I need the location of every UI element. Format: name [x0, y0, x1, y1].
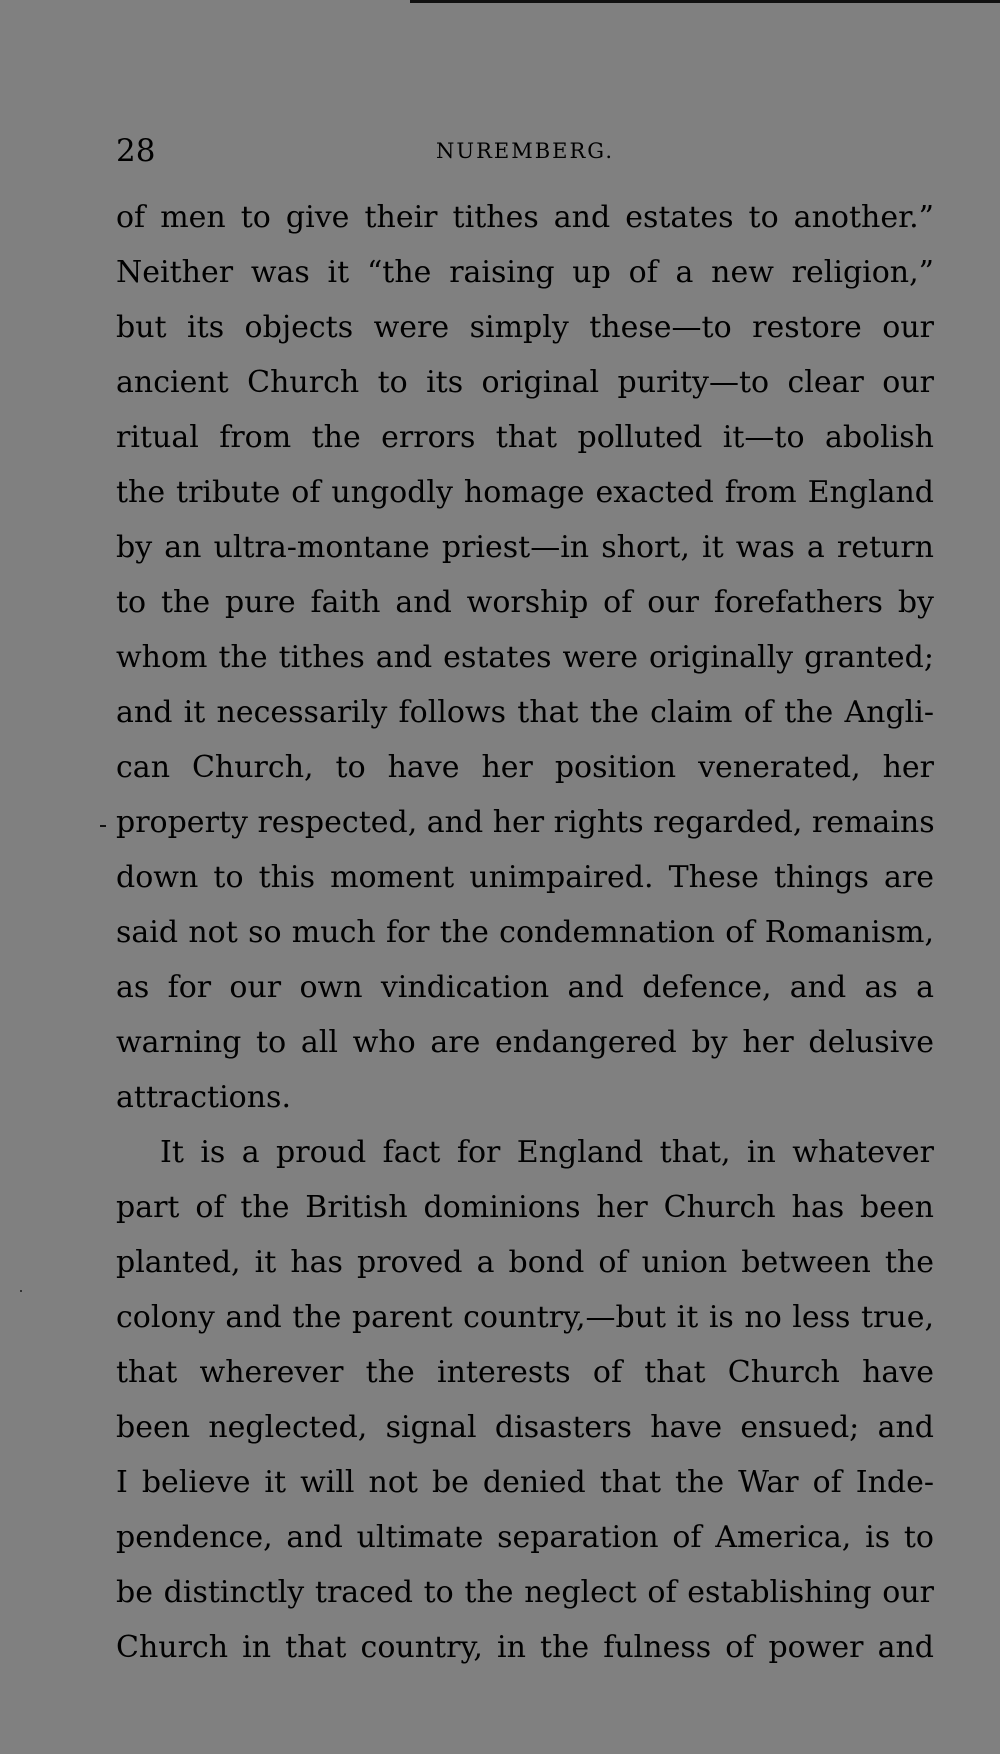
text-line: ancient Church to its original purity—to clear our [116, 365, 934, 400]
text-line: I believe it will not be denied that the War of Inde- [116, 1465, 934, 1500]
page-speck [20, 1290, 22, 1292]
text-line: attractions. [116, 1080, 291, 1115]
text-line: can Church, to have her position venerated, her [116, 750, 934, 785]
text-line: that wherever the interests of that Church have [116, 1355, 934, 1390]
text-line: but its objects were simply these—to restore our [116, 310, 934, 345]
text-line: Church in that country, in the fulness of power and [116, 1630, 934, 1665]
page-number: 28 [116, 133, 156, 169]
text-line: said not so much for the condemnation of Romanism, [116, 915, 934, 950]
text-line: been neglected, signal disasters have ensued; and [116, 1410, 934, 1445]
text-line: planted, it has proved a bond of union between the [116, 1245, 934, 1280]
text-line: to the pure faith and worship of our forefathers by [116, 585, 934, 620]
text-line: property respected, and her rights regarded, remains [116, 805, 935, 840]
text-line: warning to all who are endangered by her delusive [116, 1025, 934, 1060]
text-line: and it necessarily follows that the claim of the Angli- [116, 695, 934, 730]
paragraph-1 [116, 190, 934, 1125]
top-edge-rule [410, 0, 1000, 3]
running-head [116, 133, 934, 169]
body-text [116, 190, 934, 1675]
running-title: NUREMBERG. [436, 139, 614, 163]
text-line: of men to give their tithes and estates to another.” [116, 200, 934, 235]
text-line: as for our own vindication and defence, and as a [116, 970, 934, 1005]
text-line: be distinctly traced to the neglect of establishing our [116, 1575, 934, 1610]
text-line: the tribute of ungodly homage exacted from England [116, 475, 934, 510]
margin-mark [100, 825, 106, 827]
paragraph-2 [116, 1125, 934, 1675]
text-line: colony and the parent country,—but it is no less true, [116, 1300, 934, 1335]
text-line: pendence, and ultimate separation of America, is to [116, 1520, 934, 1555]
text-line: It is a proud fact for England that, in whatever [160, 1135, 934, 1170]
text-line: Neither was it “the raising up of a new religion,” [116, 255, 934, 290]
text-line: whom the tithes and estates were originally granted; [116, 640, 934, 675]
text-line: down to this moment unimpaired. These things are [116, 860, 934, 895]
text-line: part of the British dominions her Church has been [116, 1190, 934, 1225]
text-line: by an ultra-montane priest—in short, it was a return [116, 530, 934, 565]
text-line: ritual from the errors that polluted it—to abolish [116, 420, 934, 455]
